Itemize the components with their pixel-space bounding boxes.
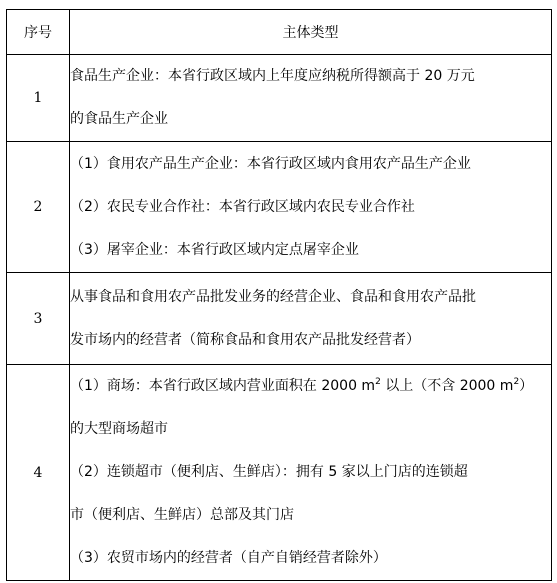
- row-index: 1: [7, 55, 70, 142]
- table-row: [7, 273, 552, 365]
- row-line: （3）屠宰企业：本省行政区域内定点屠宰企业: [70, 241, 359, 258]
- row-line: 的大型商场超市: [70, 421, 168, 437]
- table-header-row: [7, 10, 552, 55]
- header-index: 序号: [7, 10, 70, 55]
- row-line: （2）连锁超市（便利店、生鲜店）：拥有 5 家以上门店的连锁超: [70, 464, 468, 480]
- table-row: [7, 55, 552, 142]
- row-content: [70, 365, 552, 581]
- row-line: 从事食品和食用农产品批发业务的经营企业、食品和食用农产品批: [70, 288, 476, 305]
- row-content: [70, 273, 552, 365]
- row-index: 3: [7, 273, 70, 365]
- superscript: 2: [375, 377, 381, 387]
- row-index: 2: [7, 142, 70, 273]
- line-part: ）: [519, 378, 534, 394]
- superscript: 2: [513, 377, 520, 387]
- row-line: 市（便利店、生鲜店）总部及其门店: [70, 507, 294, 523]
- row-line: 发市场内的经营者（简称食品和食用农产品批发经营者）: [70, 331, 420, 348]
- row-line: （1）食用农产品生产企业：本省行政区域内食用农产品生产企业: [70, 155, 471, 172]
- row-content: [70, 55, 552, 142]
- row-line: （3）农贸市场内的经营者（自产自销经营者除外）: [70, 550, 387, 566]
- subject-type-table: [6, 9, 552, 581]
- table-row: [7, 365, 552, 581]
- header-subject-type: 主体类型: [70, 10, 552, 55]
- table-row: [7, 142, 552, 273]
- row-line: [70, 365, 551, 408]
- row-line: 食品生产企业：本省行政区域内上年度应纳税所得额高于 20 万元: [70, 68, 475, 84]
- line-part: （1）商场：本省行政区域内营业面积在 2000 m: [70, 378, 376, 394]
- row-content: [70, 142, 552, 273]
- row-line: 的食品生产企业: [70, 111, 168, 127]
- line-part: 以上（不含 2000 m: [380, 378, 514, 394]
- row-line: （2）农民专业合作社：本省行政区域内农民专业合作社: [70, 198, 415, 215]
- row-index: 4: [7, 365, 70, 581]
